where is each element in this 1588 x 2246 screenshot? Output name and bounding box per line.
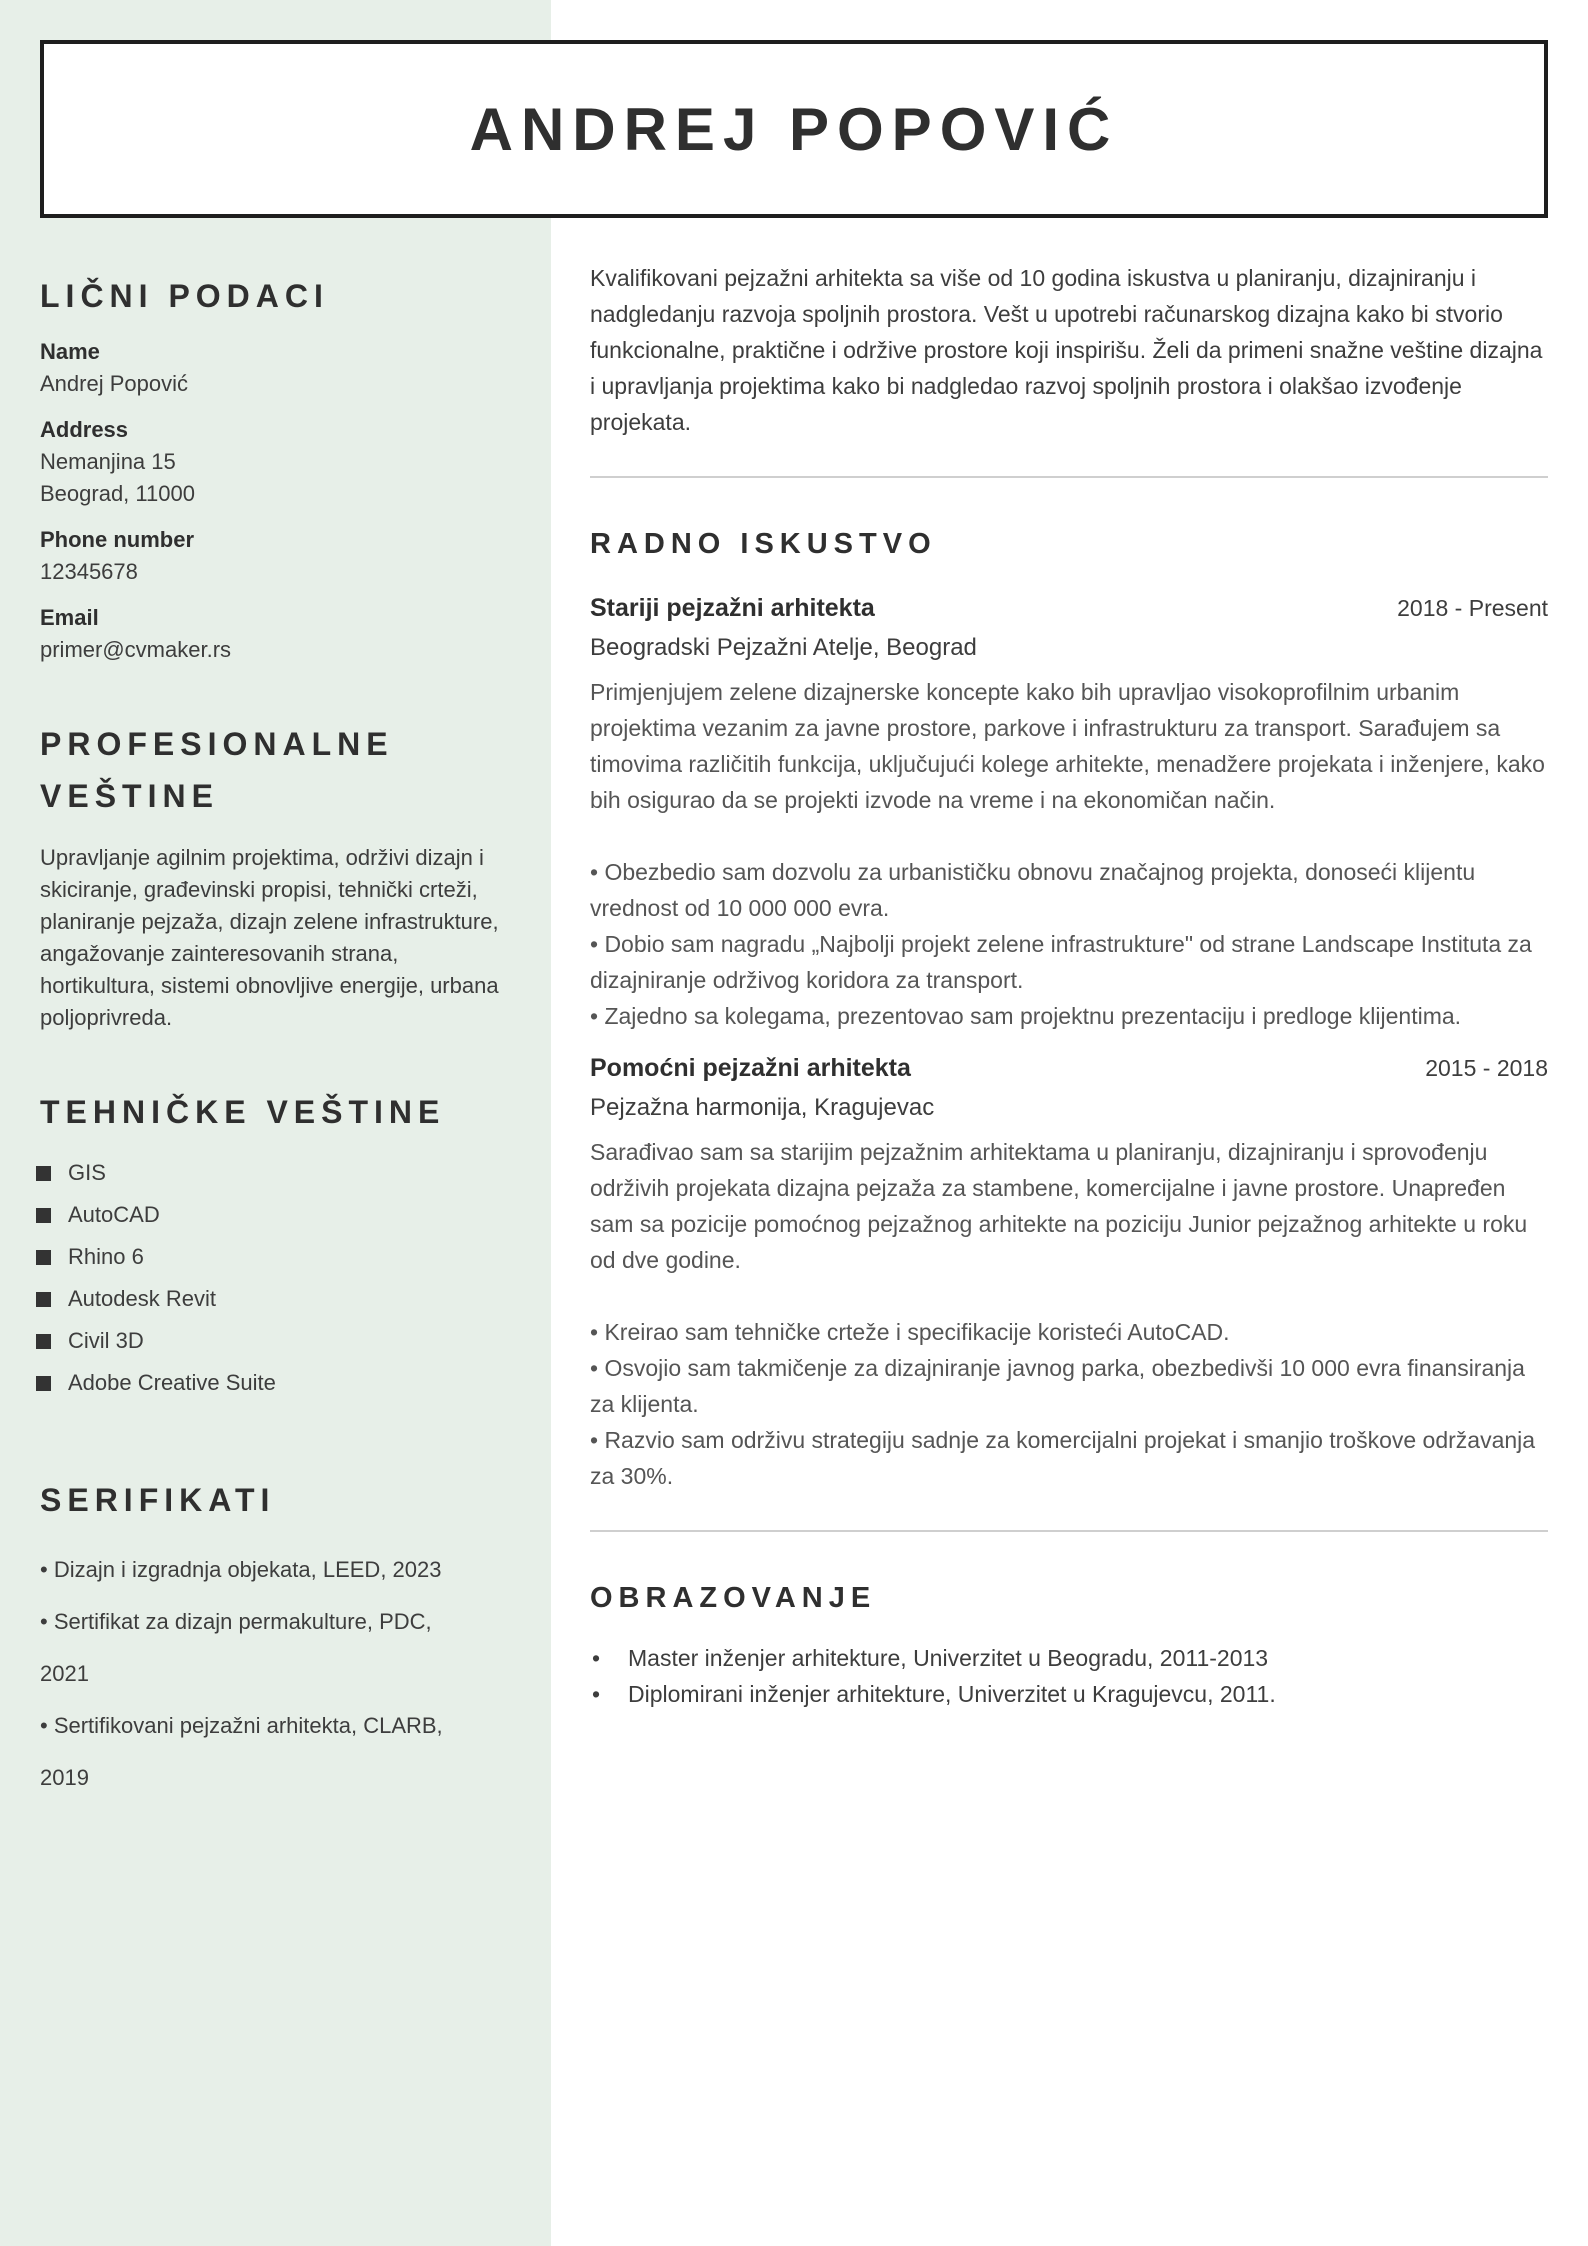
certificate-line: • Sertifikat za dizajn permakulture, PDC, bbox=[40, 1609, 432, 1634]
technical-skills-heading: TEHNIČKE VEŠTINE bbox=[40, 1094, 446, 1130]
skill-label: Adobe Creative Suite bbox=[68, 1370, 276, 1395]
education-section bbox=[590, 1578, 1548, 1712]
job-entry bbox=[590, 1048, 1548, 1494]
job-company: Beogradski Pejzažni Atelje, Beograd bbox=[590, 634, 977, 661]
square-bullet-icon bbox=[36, 1376, 51, 1391]
job-title: Stariji pejzažni arhitekta bbox=[590, 594, 875, 622]
certificates-heading: SERIFIKATI bbox=[40, 1482, 276, 1518]
certificate-line: 2021 bbox=[40, 1661, 89, 1686]
sidebar bbox=[40, 270, 510, 1804]
square-bullet-icon bbox=[36, 1208, 51, 1223]
bullet-icon: • bbox=[592, 1681, 601, 1707]
personal-info-heading: LIČNI PODACI bbox=[40, 278, 329, 314]
education-text: Diplomirani inženjer arhitekture, Univerzitet u Kragujevcu, 2011. bbox=[628, 1681, 1276, 1707]
skill-item bbox=[40, 1236, 510, 1278]
phone-label: Phone number bbox=[40, 527, 195, 552]
square-bullet-icon bbox=[36, 1292, 51, 1307]
square-bullet-icon bbox=[36, 1166, 51, 1181]
job-description: Sarađivao sam sa starijim pejzažnim arhitektama u planiranju, dizajniranju i sprovođenju održivih projekata dizajna pejzaža za stambene, komercijalne i javne prostore. Unapređen sam sa pozicije pomoćnog pejzažnog arhitekte na poziciju Junior pejzažnog arhitekte u roku od dve godine. bbox=[590, 1139, 1528, 1273]
certificates-list bbox=[40, 1544, 510, 1804]
skill-label: AutoCAD bbox=[68, 1202, 160, 1227]
section-divider bbox=[590, 1530, 1548, 1532]
job-description: Primjenjujem zelene dizajnerske koncepte kako bih upravljao visokoprofilnim urbanim projektima vezanim za javne prostore, parkove i infrastrukturu za transport. Sarađujem sa timovima različitih funkcija, uključujući kolege arhitekte, menadžere projekata i inženjere, kako bih osigurao da se projekti izvode na vreme i na ekonomičan način. bbox=[590, 679, 1545, 813]
skill-label: Rhino 6 bbox=[68, 1244, 144, 1269]
section-divider bbox=[590, 476, 1548, 478]
achievement-item: • Razvio sam održivu strategiju sadnje za komercijalni projekat i smanjio troškove održavanja za 30%. bbox=[590, 1427, 1536, 1489]
square-bullet-icon bbox=[36, 1334, 51, 1349]
achievement-item: • Kreirao sam tehničke crteže i specifikacije koristeći AutoCAD. bbox=[590, 1319, 1230, 1345]
skill-label: GIS bbox=[68, 1160, 106, 1185]
education-item bbox=[590, 1676, 1548, 1712]
skill-item bbox=[40, 1362, 510, 1404]
skill-item bbox=[40, 1278, 510, 1320]
job-dates: 2018 - Present bbox=[1397, 595, 1548, 621]
address-line-1: Nemanjina 15 bbox=[40, 449, 176, 474]
experience-section bbox=[590, 524, 1548, 1494]
experience-heading: RADNO ISKUSTVO bbox=[590, 528, 937, 560]
skill-label: Autodesk Revit bbox=[68, 1286, 216, 1311]
education-heading: OBRAZOVANJE bbox=[590, 1582, 877, 1614]
technical-skills-section bbox=[40, 1086, 510, 1404]
personal-info-section bbox=[40, 270, 510, 666]
education-item bbox=[590, 1640, 1548, 1676]
professional-skills-section bbox=[40, 718, 510, 1034]
skill-label: Civil 3D bbox=[68, 1328, 144, 1353]
education-list bbox=[590, 1640, 1548, 1712]
phone-value: 12345678 bbox=[40, 559, 138, 584]
professional-skills-heading-line-1: PROFESIONALNE bbox=[40, 726, 394, 762]
professional-skills-heading bbox=[40, 718, 510, 822]
technical-skills-list bbox=[40, 1152, 510, 1404]
name-header-box bbox=[40, 40, 1548, 218]
bullet-icon: • bbox=[592, 1645, 601, 1671]
certificates-section bbox=[40, 1474, 510, 1804]
achievement-item: • Dobio sam nagradu „Najbolji projekt zelene infrastrukture" od strane Landscape Instituta za dizajniranje održivog koridora za transport. bbox=[590, 931, 1532, 993]
achievement-item: • Osvojio sam takmičenje za dizajniranje javnog parka, obezbedivši 10 000 evra finansiranja za klijenta. bbox=[590, 1355, 1525, 1417]
professional-skills-text: Upravljanje agilnim projektima, održivi dizajn i skiciranje, građevinski propisi, tehnički crteži, planiranje pejzaža, dizajn zelene infrastrukture, angažovanje zainteresovanih strana, hortikultura, sistemi obnovljive energije, urbana poljoprivreda. bbox=[40, 845, 499, 1030]
achievement-item: • Zajedno sa kolegama, prezentovao sam projektnu prezentaciju i predloge klijentima. bbox=[590, 1003, 1462, 1029]
professional-skills-heading-line-2: VEŠTINE bbox=[40, 778, 219, 814]
job-achievements bbox=[590, 854, 1548, 1034]
job-entry bbox=[590, 588, 1548, 1034]
achievement-item: • Obezbedio sam dozvolu za urbanističku obnovu značajnog projekta, donoseći klijentu vrednost od 10 000 000 evra. bbox=[590, 859, 1476, 921]
main-column bbox=[590, 260, 1548, 1712]
job-title: Pomoćni pejzažni arhitekta bbox=[590, 1054, 911, 1082]
address-line-2: Beograd, 11000 bbox=[40, 481, 195, 506]
profile-summary: Kvalifikovani pejzažni arhitekta sa više od 10 godina iskustva u planiranju, dizajniranju i nadgledanju razvoja spoljnih prostora. Vešt u upotrebi računarskog dizajna kako bi stvorio funkcionalne, praktične i održive prostore koji inspirišu. Želi da primeni snažne veštine dizajna i upravljanja projektima kako bi nadgledao razvoj spoljnih prostora i olakšao izvođenje projekata. bbox=[590, 265, 1543, 435]
candidate-name: ANDREJ POPOVIĆ bbox=[469, 95, 1119, 163]
certificate-line: 2019 bbox=[40, 1765, 89, 1790]
name-label: Name bbox=[40, 339, 100, 364]
skill-item bbox=[40, 1320, 510, 1362]
skill-item bbox=[40, 1152, 510, 1194]
skill-item bbox=[40, 1194, 510, 1236]
email-value: primer@cvmaker.rs bbox=[40, 637, 232, 662]
email-label: Email bbox=[40, 605, 99, 630]
square-bullet-icon bbox=[36, 1250, 51, 1265]
job-company: Pejzažna harmonija, Kragujevac bbox=[590, 1094, 935, 1121]
job-achievements bbox=[590, 1314, 1548, 1494]
name-value: Andrej Popović bbox=[40, 371, 188, 396]
job-dates: 2015 - 2018 bbox=[1425, 1055, 1548, 1081]
certificate-line: • Sertifikovani pejzažni arhitekta, CLARB, bbox=[40, 1713, 443, 1738]
education-text: Master inženjer arhitekture, Univerzitet u Beogradu, 2011-2013 bbox=[628, 1645, 1269, 1671]
address-label: Address bbox=[40, 417, 129, 442]
certificate-line: • Dizajn i izgradnja objekata, LEED, 2023 bbox=[40, 1557, 442, 1582]
